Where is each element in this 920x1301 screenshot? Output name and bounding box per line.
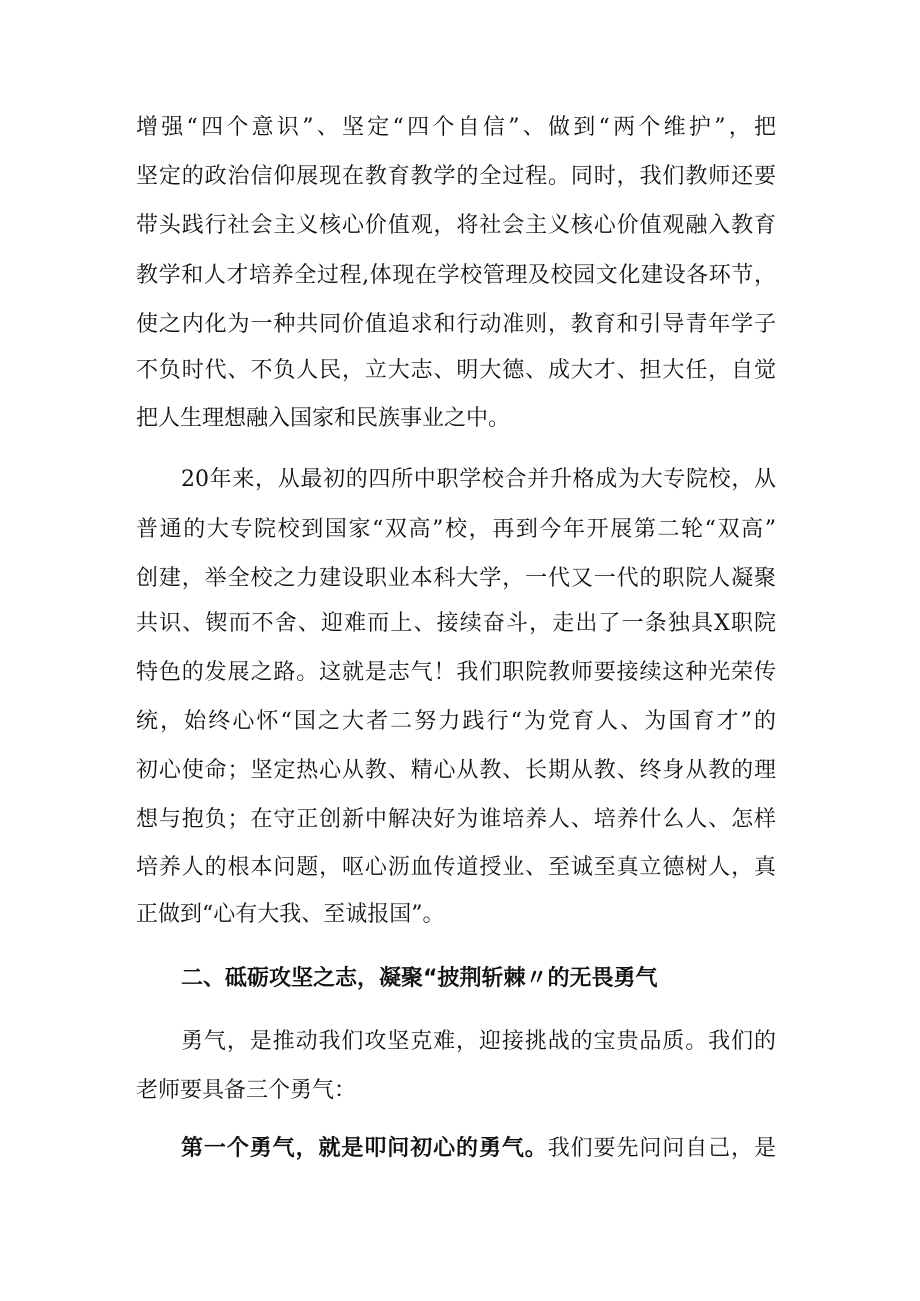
paragraph-line: 创建，举全校之力建设职业本科大学，一代又一代的职院人凝聚 — [136, 566, 776, 591]
paragraph-line: 初心使命；坚定热心从教、精心从教、长期从教、终身从教的理 — [136, 758, 776, 783]
paragraph-line: 特色的发展之路。这就是志气！我们职院教师要接续这种光荣传 — [136, 660, 776, 685]
bold-lead-text: 第一个勇气，就是叩问初心的勇气。 — [181, 1136, 548, 1161]
paragraph-4 — [181, 1134, 776, 1164]
paragraph-line: 想与抱负；在守正创新中解决好为谁培养人、培养什么人、怎样 — [136, 807, 776, 832]
paragraph-line: 勇气，是推动我们攻坚克难，迎接挑战的宝贵品质。我们的 — [181, 1029, 776, 1054]
paragraph-line: 正做到“心有大我、至诚报国”。 — [136, 902, 445, 927]
paragraph-line: 使之内化为一种共同价值追求和行动准则，教育和引导青年学子 — [136, 312, 776, 337]
paragraph-line: 20年来，从最初的四所中职学校合并升格成为大专院校，从 — [181, 467, 776, 492]
section-heading: 二、砥砺攻坚之志，凝聚“披荆斩棘〃的无畏勇气 — [181, 966, 658, 991]
paragraph-line: 共识、锲而不舍、迎难而上、接续奋斗，走出了一条独具X职院 — [136, 611, 776, 636]
paragraph-text: 我们要先问问自己，是 — [547, 1136, 776, 1161]
paragraph-line: 普通的大专院校到国家“双高”校，再到今年开展第二轮“双高” — [136, 517, 776, 542]
paragraph-line: 培养人的根本问题，呕心沥血传道授业、至诚至真立德树人，真 — [136, 855, 776, 880]
paragraph-line: 统，始终心怀“国之大者二努力践行“为党育人、为国育才”的 — [136, 709, 776, 734]
paragraph-line: 教学和人才培养全过程,体现在学校管理及校园文化建设各环节， — [136, 263, 776, 288]
paragraph-line: 带头践行社会主义核心价值观，将社会主义核心价值观融入教育 — [136, 213, 776, 238]
paragraph-line: 增强“四个意识”、坚定“四个自信”、做到“两个维护”，把 — [136, 115, 776, 140]
paragraph-line: 把人生理想融入国家和民族事业之中。 — [136, 406, 511, 431]
paragraph-line: 不负时代、不负人民，立大志、明大德、成大才、担大任，自觉 — [136, 358, 776, 383]
paragraph-line: 坚定的政治信仰展现在教育教学的全过程。同时，我们教师还要 — [136, 164, 776, 189]
paragraph-line: 老师要具备三个勇气： — [136, 1078, 357, 1103]
